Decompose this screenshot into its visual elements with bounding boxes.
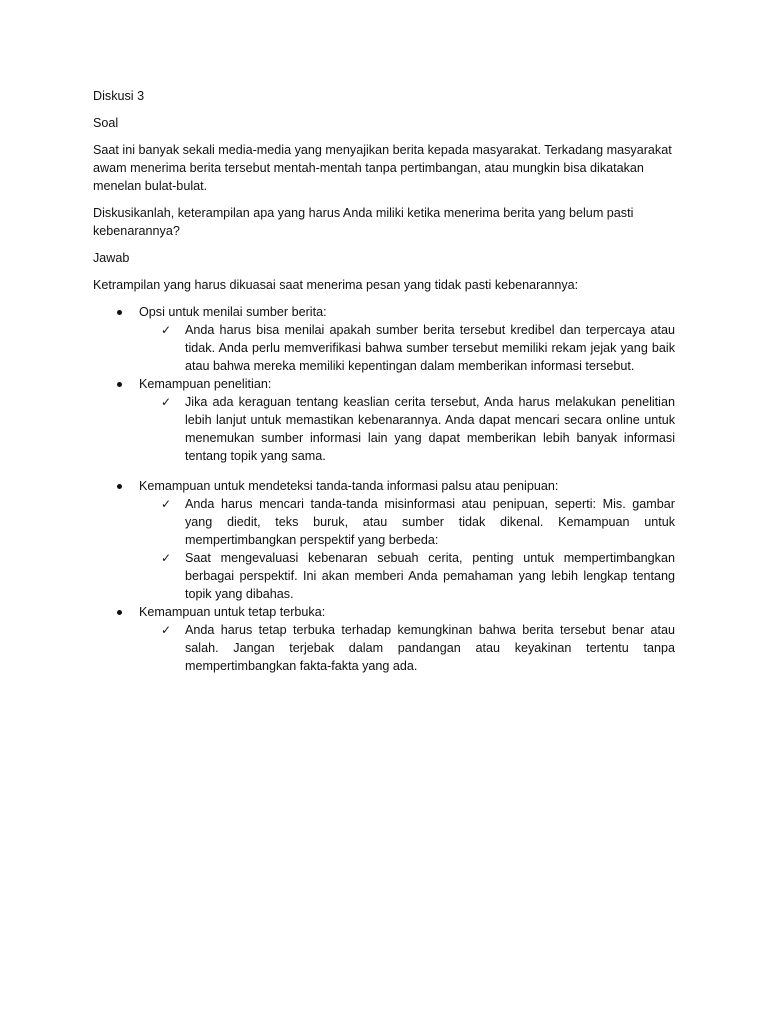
sub-list [139,621,675,675]
sub-list-item [139,495,675,549]
sub-list [139,495,675,603]
checkmark-icon: ✓ [161,395,172,409]
answer-list [93,303,675,675]
checkmark-icon: ✓ [161,497,172,511]
section-heading: Opsi untuk menilai sumber berita: [139,305,327,319]
list-item [93,303,675,375]
checkmark-icon: ✓ [161,551,172,565]
checkmark-icon: ✓ [161,323,172,337]
list-item [93,603,675,675]
sub-list-item [139,393,675,465]
checkmark-icon: ✓ [161,623,172,637]
list-item [93,375,675,465]
question-paragraph: Diskusikanlah, keterampilan apa yang harus Anda miliki ketika menerima berita yang belum pasti kebenarannya? [93,206,634,238]
point-text: Saat mengevaluasi kebenaran sebuah cerita, penting untuk mempertimbangkan berbagai perspektif. Ini akan memberi Anda pemahaman yang lebih lengkap tentang topik yang dibahas. [185,551,675,601]
sub-list [139,321,675,375]
list-item [93,477,675,603]
sub-list-item [139,549,675,603]
document-title: Diskusi 3 [93,89,145,103]
section-heading: Kemampuan penelitian: [139,377,272,391]
answer-intro: Ketrampilan yang harus dikuasai saat menerima pesan yang tidak pasti kebenarannya: [93,278,579,292]
document-body [93,87,675,675]
bullet-icon [117,382,122,387]
section-heading: Kemampuan untuk mendeteksi tanda-tanda informasi palsu atau penipuan: [139,479,559,493]
bullet-icon [117,310,122,315]
point-text: Anda harus mencari tanda-tanda misinformasi atau penipuan, seperti: Mis. gambar yang diedit, teks buruk, atau sumber tidak dikenal. Kemampuan untuk mempertimbangkan perspektif yang berbeda: [185,497,675,547]
answer-label: Jawab [93,251,130,265]
question-paragraph: Saat ini banyak sekali media-media yang menyajikan berita kepada masyarakat. Terkadang masyarakat awam menerima berita tersebut mentah-mentah tanpa pertimbangan, atau mungkin bisa dikatakan menelan bulat-bulat. [93,143,672,193]
question-label: Soal [93,116,119,130]
section-heading: Kemampuan untuk tetap terbuka: [139,605,326,619]
sub-list-item [139,621,675,675]
sub-list [139,393,675,465]
point-text: Anda harus bisa menilai apakah sumber berita tersebut kredibel dan terpercaya atau tidak. Anda perlu memverifikasi bahwa sumber tersebut memiliki rekam jejak yang baik atau bahwa mereka memiliki kepentingan dalam memberikan informasi tersebut. [185,323,675,373]
point-text: Jika ada keraguan tentang keaslian cerita tersebut, Anda harus melakukan penelitian lebih lanjut untuk memastikan kebenarannya. Anda dapat mencari secara online untuk menemukan sumber informasi lain yang dapat memberikan lebih banyak informasi tentang topik yang sama. [185,395,675,463]
bullet-icon [117,610,122,615]
sub-list-item [139,321,675,375]
bullet-icon [117,484,122,489]
point-text: Anda harus tetap terbuka terhadap kemungkinan bahwa berita tersebut benar atau salah. Jangan terjebak dalam pandangan atau keyakinan tertentu tanpa mempertimbangkan fakta-fakta yang ada. [185,623,675,673]
